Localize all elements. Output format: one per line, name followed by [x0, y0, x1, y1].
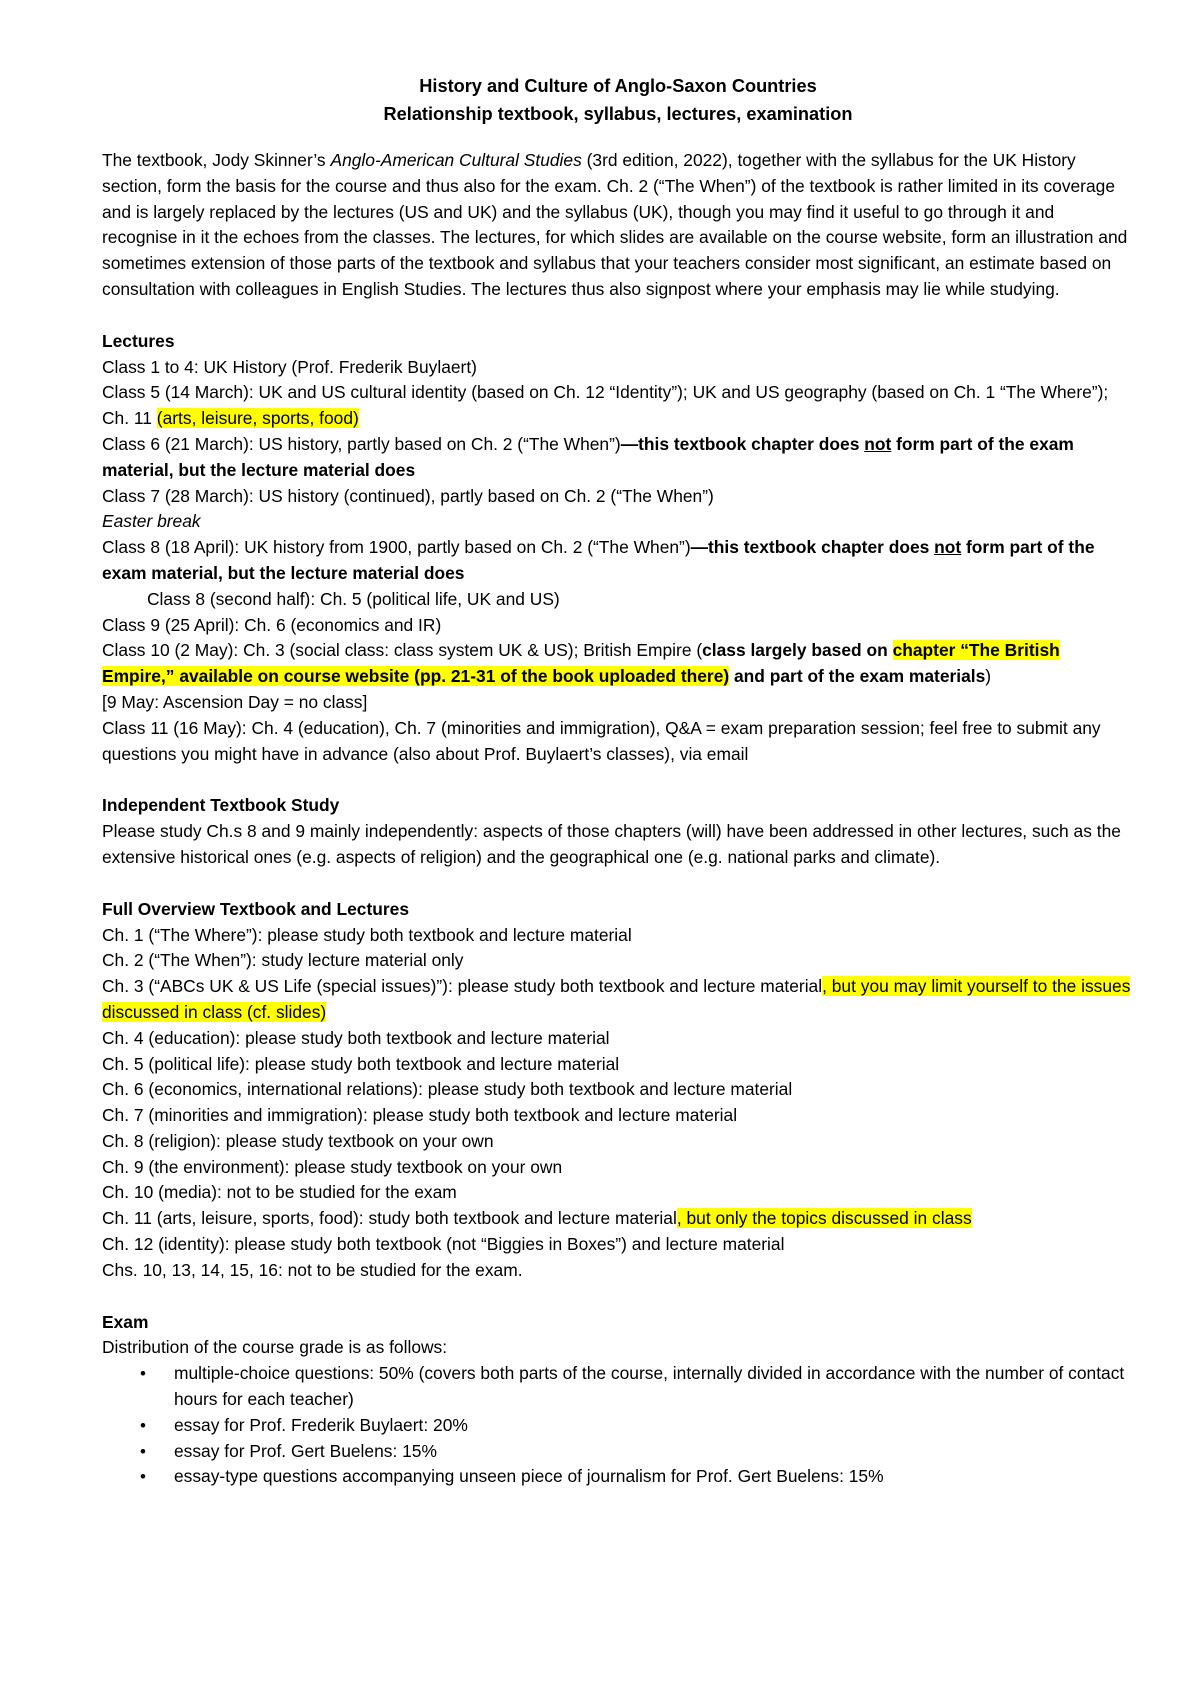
class-8-note-1: —this textbook chapter does	[690, 537, 935, 558]
bullet-icon: •	[140, 1415, 146, 1435]
independent-study-text: Please study Ch.s 8 and 9 mainly independently: aspects of those chapters (will) have been addressed in other lectures, such as the extensive historical ones (e.g. aspects of religion) and the geographical one (e.g. national parks and climate).	[102, 821, 1121, 867]
overview-ch10: Ch. 10 (media): not to be studied for the exam	[102, 1182, 457, 1203]
independent-study-heading: Independent Textbook Study	[102, 795, 340, 816]
class-5-highlight: (arts, leisure, sports, food)	[156, 408, 359, 429]
easter-break	[102, 509, 1134, 535]
class-8-second-half: Class 8 (second half): Ch. 5 (political life, UK and US)	[147, 588, 560, 609]
overview-ch9: Ch. 9 (the environment): please study textbook on your own	[102, 1156, 563, 1177]
overview-ch11-highlight: , but only the topics discussed in class	[676, 1208, 972, 1229]
overview-excluded-chapters: Chs. 10, 13, 14, 15, 16: not to be studied for the exam.	[102, 1259, 523, 1280]
class-7: Class 7 (28 March): US history (continued), partly based on Ch. 2 (“The When”)	[102, 485, 714, 506]
class-9: Class 9 (25 April): Ch. 6 (economics and IR)	[102, 614, 442, 635]
overview-section	[102, 897, 1134, 1284]
lectures-section	[102, 329, 1134, 768]
class-10-highlight: chapter “The British Empire,” available on course website (pp. 21-31 of the book uploaded there)	[102, 640, 1060, 687]
class-1-to-4: Class 1 to 4: UK History (Prof. Frederik Buylaert)	[102, 356, 477, 377]
class-6	[102, 432, 1134, 484]
may-9-note: [9 May: Ascension Day = no class]	[102, 691, 368, 712]
overview-ch12: Ch. 12 (identity): please study both textbook (not “Biggies in Boxes”) and lecture material	[102, 1234, 785, 1255]
exam-item-text: multiple-choice questions: 50% (covers both parts of the course, internally divided in accordance with the number of contact hours for each teacher)	[174, 1363, 1125, 1410]
class-8-note-2: form part of the exam material, but the lecture material does	[102, 537, 1095, 583]
class-10-bold-2: and part of the exam materials	[729, 666, 986, 687]
class-11: Class 11 (16 May): Ch. 4 (education), Ch. 7 (minorities and immigration), Q&A = exam preparation session; feel free to submit any questions you might have in advance (also about Prof. Buylaert’s classes), via email	[102, 717, 1101, 764]
overview-ch4: Ch. 4 (education): please study both textbook and lecture material	[102, 1027, 610, 1048]
class-10-text: Class 10 (2 May): Ch. 3 (social class: class system UK & US); British Empire (	[102, 640, 703, 661]
bullet-icon: •	[140, 1467, 146, 1487]
class-6-not: not	[864, 433, 892, 454]
document-title	[102, 72, 1134, 128]
class-5-text: Class 5 (14 March): UK and US cultural identity (based on Ch. 12 “Identity”); UK and US geography (based on Ch. 1 “The Where”); Ch. 11	[102, 382, 1109, 429]
bullet-icon: •	[140, 1441, 146, 1461]
exam-item-text: essay for Prof. Gert Buelens: 15%	[174, 1440, 437, 1461]
overview-ch3	[102, 974, 1134, 1026]
title-line-1: History and Culture of Anglo-Saxon Countries	[419, 76, 817, 96]
intro-text-2: (3rd edition, 2022), together with the syllabus for the UK History section, form the basis for the course and thus also for the exam. Ch. 2 (“The When”) of the textbook is rather limited in its coverage and is largely replaced by the lectures (US and UK) and the syllabus (UK), though you may find it useful to go through it and recognise in it the echoes from the classes. The lectures, for which slides are available on the course website, form an illustration and sometimes extension of those parts of the textbook and syllabus that your teachers consider most significant, an estimate based on consultation with colleagues in English Studies. The lectures thus also signpost where your emphasis may lie while studying.	[102, 150, 1128, 299]
class-6-note-2: form part of the exam material, but the lecture material does	[102, 433, 1074, 480]
overview-ch8: Ch. 8 (religion): please study textbook on your own	[102, 1130, 494, 1151]
class-8	[102, 535, 1134, 587]
intro-paragraph	[102, 148, 1134, 303]
overview-ch3-text: Ch. 3 (“ABCs UK & US Life (special issues)”): please study both textbook and lecture material	[102, 976, 823, 997]
class-10-end: )	[985, 666, 992, 687]
list-item	[102, 1464, 1134, 1490]
class-8-not: not	[934, 537, 962, 558]
list-item	[102, 1413, 1134, 1439]
list-item	[102, 1361, 1134, 1413]
overview-ch2: Ch. 2 (“The When”): study lecture material only	[102, 950, 464, 971]
class-10	[102, 638, 1134, 690]
class-6-note-1: —this textbook chapter does	[620, 433, 865, 454]
exam-item-text: essay-type questions accompanying unseen piece of journalism for Prof. Gert Buelens: 15%	[174, 1466, 884, 1487]
overview-ch11	[102, 1206, 1134, 1232]
intro-text-1: The textbook, Jody Skinner’s	[102, 150, 331, 170]
overview-ch3-highlight: , but you may limit yourself to the issues discussed in class (cf. slides)	[102, 976, 1131, 1022]
independent-study-section	[102, 793, 1134, 870]
overview-heading: Full Overview Textbook and Lectures	[102, 898, 409, 919]
overview-ch7: Ch. 7 (minorities and immigration): please study both textbook and lecture material	[102, 1105, 738, 1126]
title-line-2: Relationship textbook, syllabus, lectures, examination	[383, 104, 853, 124]
exam-item-text: essay for Prof. Frederik Buylaert: 20%	[174, 1414, 468, 1435]
overview-ch6: Ch. 6 (economics, international relations): please study both textbook and lecture material	[102, 1079, 793, 1100]
textbook-title: Anglo-American Cultural Studies	[330, 150, 582, 170]
class-10-bold-1: class largely based on	[702, 640, 893, 661]
class-5	[102, 380, 1134, 432]
class-6-text: Class 6 (21 March): US history, partly based on Ch. 2 (“The When”)	[102, 433, 621, 454]
overview-ch1: Ch. 1 (“The Where”): please study both textbook and lecture material	[102, 924, 632, 945]
exam-section	[102, 1310, 1134, 1491]
overview-ch11-text: Ch. 11 (arts, leisure, sports, food): study both textbook and lecture material	[102, 1208, 677, 1229]
bullet-icon: •	[140, 1364, 146, 1384]
lectures-heading: Lectures	[102, 330, 175, 351]
exam-distribution-list	[102, 1361, 1134, 1490]
easter-break-text: Easter break	[102, 511, 201, 532]
list-item	[102, 1439, 1134, 1465]
exam-intro: Distribution of the course grade is as follows:	[102, 1337, 448, 1358]
exam-heading: Exam	[102, 1311, 149, 1332]
class-8-text: Class 8 (18 April): UK history from 1900, partly based on Ch. 2 (“The When”)	[102, 537, 691, 558]
overview-ch5: Ch. 5 (political life): please study both textbook and lecture material	[102, 1053, 620, 1074]
document-page	[102, 72, 1134, 1490]
